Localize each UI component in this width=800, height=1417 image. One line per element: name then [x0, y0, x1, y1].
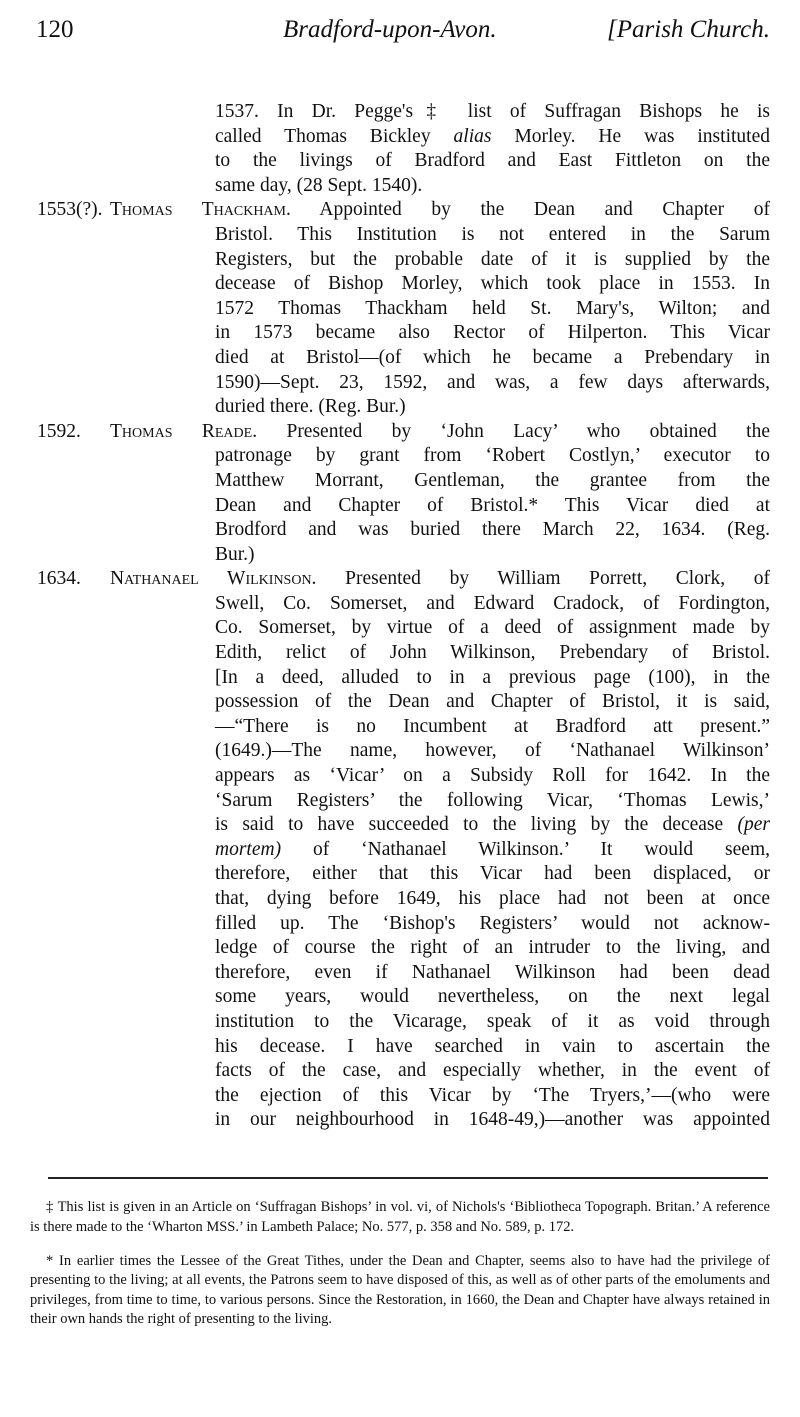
line-text: Edith, relict of John Wilkinson, Prebendary of Bristol. — [215, 642, 770, 664]
text-line — [37, 420, 770, 445]
vicar-entry — [0, 100, 800, 198]
text-line — [215, 813, 770, 838]
line-text: is said to have succeeded to the living by the decease — [215, 814, 738, 836]
text-line — [215, 371, 770, 396]
running-title: Bradford-upon-Avon. — [283, 16, 497, 43]
line-text: 1590)—Sept. 23, 1592, and was, a few days afterwards, — [215, 371, 770, 393]
line-text: Dean and Chapter of Bristol.* This Vicar died at — [215, 494, 770, 516]
text-line — [215, 862, 770, 887]
line-text: patronage by grant from ‘Robert Costlyn,’ executor to — [215, 445, 770, 467]
body-text — [0, 100, 800, 1133]
line-text: that, dying before 1649, his place had not been at once — [215, 888, 770, 909]
text-line — [215, 887, 770, 912]
text-line — [215, 690, 770, 715]
line-text: Registers, but the probable date of it is supplied by the — [215, 248, 770, 270]
line-text: the ejection of this Vicar by ‘The Tryers,’—(who were — [215, 1084, 770, 1106]
running-header — [0, 16, 800, 50]
text-line — [215, 518, 770, 543]
entry-date: 1634. — [37, 568, 81, 590]
line-text: called Thomas Bickley — [215, 125, 454, 147]
text-line — [215, 912, 770, 937]
line-text: in our neighbourhood in 1648-49,)—another was appointed — [215, 1109, 770, 1131]
text-line — [215, 100, 770, 125]
text-line — [215, 149, 770, 174]
line-text: to the livings of Bradford and East Fittleton on the — [215, 150, 770, 172]
text-line — [215, 494, 770, 519]
line-text: 1572 Thomas Thackham held St. Mary's, Wilton; and — [215, 297, 770, 319]
text-line — [215, 838, 770, 863]
text-line — [215, 346, 770, 371]
text-line — [215, 1059, 770, 1084]
italic-text: alias — [453, 125, 492, 147]
line-text: Bristol. This Institution is not entered in the Sarum — [215, 223, 770, 245]
line-text: of ‘Nathanael Wilkinson.’ It would seem, — [281, 838, 770, 860]
text-line — [215, 125, 770, 150]
text-line — [215, 616, 770, 641]
text-line — [215, 297, 770, 322]
line-text: Presented by William Porrett, Clork, of — [345, 568, 770, 590]
text-line — [215, 936, 770, 961]
entry-name: Thomas Thackham. — [110, 199, 291, 221]
vicar-entry — [0, 420, 800, 568]
running-section: [Parish Church. — [607, 16, 770, 43]
line-text: possession of the Dean and Chapter of Bristol, it is said, — [215, 691, 770, 713]
text-line — [215, 543, 770, 568]
text-line — [215, 248, 770, 273]
line-text: Swell, Co. Somerset, and Edward Cradock, of Fordington, — [215, 592, 770, 614]
entry-date: 1592. — [37, 420, 81, 442]
line-text: ledge of course the right of an intruder to the living, and — [215, 937, 770, 959]
text-line — [37, 567, 770, 592]
line-text: therefore, either that this Vicar had been displaced, or — [215, 863, 770, 885]
text-line — [215, 961, 770, 986]
entry-date: 1553(?). — [37, 199, 103, 221]
line-text: Bur.) — [215, 543, 255, 565]
line-text: [In a deed, alluded to in a previous page (100), in the — [215, 666, 770, 688]
vicar-entry — [0, 567, 800, 1133]
text-line — [215, 715, 770, 740]
vicar-entry — [0, 198, 800, 419]
text-line — [215, 444, 770, 469]
line-text: Brodford and was buried there March 22, 1634. (Reg. — [215, 519, 770, 541]
text-line — [215, 395, 770, 420]
line-text: —“There is no Incumbent at Bradford att present.” — [215, 715, 770, 737]
text-line — [215, 272, 770, 297]
line-text: appears as ‘Vicar’ on a Subsidy Roll for 1642. In the — [215, 765, 770, 787]
text-line — [215, 1010, 770, 1035]
text-line — [215, 174, 770, 199]
text-line — [215, 641, 770, 666]
footnote-rule — [48, 1177, 768, 1179]
text-line — [215, 985, 770, 1010]
footnote-asterisk: * In earlier times the Lessee of the Great Tithes, under the Dean and Chapter, seems also to have had the privilege of presenting to the living; at all events, the Patrons seem to have disposed of this, as well as of other parts of the emoluments and privileges, from time to time, to various persons. Since the Restoration, in 1660, the Dean and Chapter have always retained in their own hands the right of presenting to the living. — [30, 1252, 770, 1327]
page-number: 120 — [36, 16, 74, 43]
italic-text: mortem) — [215, 838, 282, 860]
line-text: therefore, even if Nathanael Wilkinson had been dead — [215, 961, 770, 983]
line-text: duried there. (Reg. Bur.) — [215, 396, 406, 418]
line-text: died at Bristol—(of which he became a Prebendary in — [215, 346, 770, 368]
line-text: Matthew Morrant, Gentleman, the grantee from the — [215, 469, 770, 491]
line-text: institution to the Vicarage, speak of it as void through — [215, 1010, 770, 1032]
text-line — [215, 739, 770, 764]
line-text: his decease. I have searched in vain to ascertain the — [215, 1035, 770, 1057]
line-text: some years, would nevertheless, on the next legal — [215, 986, 770, 1008]
text-line — [215, 1108, 770, 1133]
line-text: 1537. In Dr. Pegge's‡ list of Suffragan Bishops he is — [215, 101, 770, 122]
footnotes — [30, 1198, 770, 1338]
text-line — [215, 469, 770, 494]
line-text: Co. Somerset, by virtue of a deed of assignment made by — [215, 617, 770, 639]
italic-text: (per — [737, 814, 770, 836]
entry-name: Nathanael Wilkinson. — [110, 568, 317, 590]
text-line — [215, 1084, 770, 1109]
line-text: (1649.)—The name, however, of ‘Nathanael Wilkinson’ — [215, 740, 770, 762]
line-text: same day, (28 Sept. 1540). — [215, 174, 423, 196]
text-line — [37, 198, 771, 223]
line-text: decease of Bishop Morley, which took place in 1553. In — [215, 273, 770, 295]
text-line — [215, 789, 770, 814]
footnote-double-dagger: ‡ This list is given in an Article on ‘Suffragan Bishops’ in vol. vi, of Nichols's ‘Bibliotheca Topograph. Britan.’ A reference is there made to the ‘Wharton MSS.’ in Lambeth Palace; No. 577, p. 358 and No. 589, p. 172. — [30, 1199, 770, 1235]
line-text: facts of the case, and especially whether, in the event of — [215, 1060, 770, 1082]
line-text: Presented by ‘John Lacy’ who obtained the — [286, 420, 770, 442]
line-text: Appointed by the Dean and Chapter of — [319, 199, 771, 221]
text-line — [215, 223, 770, 248]
line-text: in 1573 became also Rector of Hilperton. This Vicar — [215, 322, 770, 344]
text-line — [215, 1035, 770, 1060]
text-line — [215, 321, 770, 346]
text-line — [215, 764, 770, 789]
line-text: Morley. He was instituted — [491, 125, 770, 147]
text-line — [215, 592, 770, 617]
line-text: ‘Sarum Registers’ the following Vicar, ‘Thomas Lewis,’ — [215, 789, 770, 811]
entry-name: Thomas Reade. — [110, 420, 258, 442]
line-text: filled up. The ‘Bishop's Registers’ would not acknow- — [215, 912, 770, 934]
text-line — [215, 666, 770, 691]
